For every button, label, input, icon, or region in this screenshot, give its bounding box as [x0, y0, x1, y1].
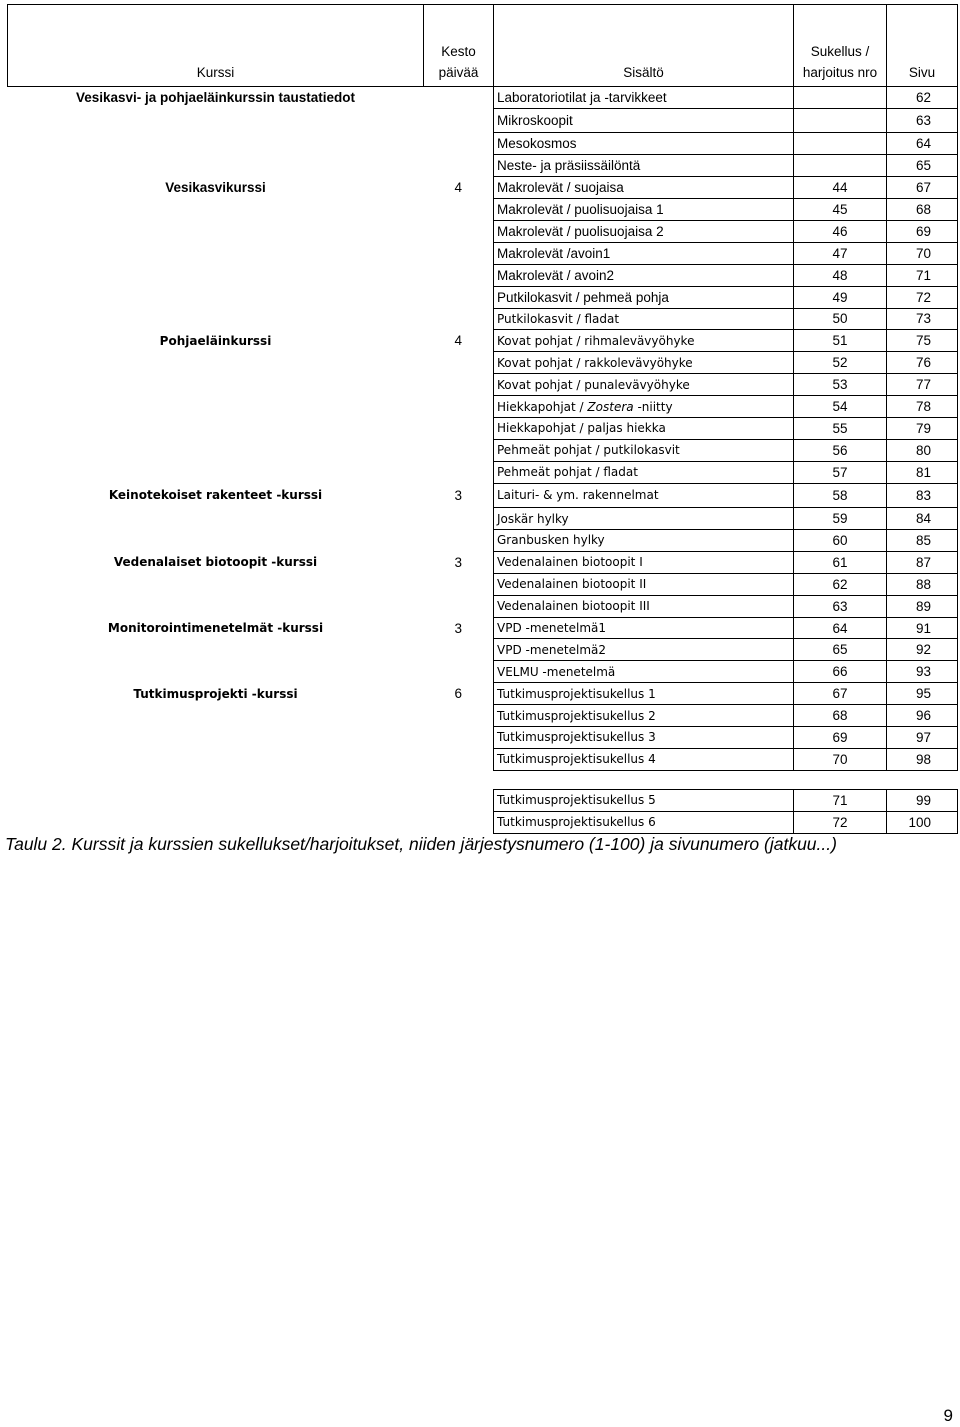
course-name-cell: Tutkimusprojekti -kurssi	[133, 686, 298, 701]
table-row	[8, 461, 958, 483]
dive-number-cell: 55	[794, 417, 887, 439]
dive-number-cell: 45	[794, 199, 887, 221]
page-number-cell: 75	[887, 330, 958, 352]
duration-days-cell	[424, 108, 494, 133]
dive-number-cell: 62	[794, 573, 887, 595]
dive-number-cell	[794, 87, 887, 109]
content-cell: Laituri- & ym. rakennelmat	[494, 483, 794, 508]
header-sivu: Sivu	[887, 5, 958, 87]
dive-number-cell: 60	[794, 530, 887, 552]
content-cell: VELMU -menetelmä	[494, 661, 794, 683]
dive-number-cell: 72	[794, 811, 887, 833]
table-row	[8, 705, 958, 727]
course-name-cell	[8, 727, 424, 749]
duration-days-cell	[424, 530, 494, 552]
dive-number-cell	[794, 133, 887, 155]
table-row	[8, 87, 958, 109]
table-row	[8, 330, 958, 352]
course-name-cell	[8, 639, 424, 661]
table-row	[8, 789, 958, 811]
dive-number-cell: 57	[794, 461, 887, 483]
content-cell: Putkilokasvit / pehmeä pohja	[494, 286, 794, 308]
duration-days-cell	[424, 508, 494, 530]
table-row	[8, 133, 958, 155]
page-number-cell: 99	[887, 789, 958, 811]
course-table	[7, 4, 958, 834]
course-name-cell	[8, 530, 424, 552]
content-cell: VPD -menetelmä2	[494, 639, 794, 661]
page-number-cell: 72	[887, 286, 958, 308]
table-row	[8, 155, 958, 177]
course-name-cell	[8, 286, 424, 308]
header-kesto: Kesto päivää	[424, 5, 494, 87]
content-cell: Pehmeät pohjat / putkilokasvit	[494, 439, 794, 461]
page-number-cell: 97	[887, 727, 958, 749]
table-row	[8, 811, 958, 833]
page-number-cell: 62	[887, 87, 958, 109]
course-name-cell	[8, 789, 424, 811]
course-name-cell	[8, 264, 424, 286]
page-number-cell: 80	[887, 439, 958, 461]
table-row	[8, 683, 958, 705]
content-cell: Hiekkapohjat / paljas hiekka	[494, 417, 794, 439]
dive-number-cell: 68	[794, 705, 887, 727]
course-name-cell	[8, 595, 424, 617]
content-cell: Neste- ja präsiissäilöntä	[494, 155, 794, 177]
duration-days-cell: 3	[454, 620, 462, 636]
dive-number-cell: 53	[794, 374, 887, 396]
table-row	[8, 573, 958, 595]
duration-days-cell	[424, 396, 494, 418]
table-row	[8, 374, 958, 396]
table-caption: Taulu 2. Kurssit ja kurssien sukellukset/harjoitukset, niiden järjestysnumero (1-100) ja sivunumero (jatkuu...)	[5, 834, 837, 854]
page-number-cell: 79	[887, 417, 958, 439]
content-cell: Vedenalainen biotoopit II	[494, 573, 794, 595]
dive-number-cell: 58	[794, 483, 887, 508]
page-number-cell: 81	[887, 461, 958, 483]
content-cell: Makrolevät / puolisuojaisa 1	[494, 199, 794, 221]
page-number-cell: 89	[887, 595, 958, 617]
duration-days-cell: 3	[454, 554, 462, 570]
header-sukellus: Sukellus / harjoitus nro	[794, 5, 887, 87]
table-row	[8, 108, 958, 133]
table-row	[8, 308, 958, 330]
duration-days-cell	[424, 727, 494, 749]
content-cell: Kovat pohjat / rakkolevävyöhyke	[494, 352, 794, 374]
page-number-cell: 65	[887, 155, 958, 177]
page-number-cell: 71	[887, 264, 958, 286]
header-sisalto: Sisältö	[494, 5, 794, 87]
content-cell: Mesokosmos	[494, 133, 794, 155]
dive-number-cell	[794, 108, 887, 133]
duration-days-cell	[424, 374, 494, 396]
table-row	[8, 483, 958, 508]
duration-days-cell	[424, 639, 494, 661]
dive-number-cell: 67	[794, 683, 887, 705]
course-name-cell: Monitorointimenetelmät -kurssi	[107, 621, 324, 636]
content-cell: Vedenalainen biotoopit III	[494, 595, 794, 617]
course-name-cell	[8, 396, 424, 418]
dive-number-cell: 56	[794, 439, 887, 461]
page-number-cell: 68	[887, 199, 958, 221]
header-kurssi: Kurssi	[8, 5, 424, 87]
course-name-cell	[8, 748, 424, 770]
page-number-cell: 73	[887, 308, 958, 330]
dive-number-cell: 52	[794, 352, 887, 374]
course-name-cell: Pohjaeläinkurssi	[159, 333, 272, 348]
content-cell: Joskär hylky	[494, 508, 794, 530]
page-number-cell: 95	[887, 683, 958, 705]
page-number-cell: 98	[887, 748, 958, 770]
duration-days-cell	[424, 439, 494, 461]
content-cell: Makrolevät / avoin2	[494, 264, 794, 286]
content-cell: Kovat pohjat / punalevävyöhyke	[494, 374, 794, 396]
content-cell: Makrolevät / puolisuojaisa 2	[494, 220, 794, 242]
page-number-cell: 70	[887, 242, 958, 264]
page-number-cell: 88	[887, 573, 958, 595]
dive-number-cell: 49	[794, 286, 887, 308]
duration-days-cell	[424, 705, 494, 727]
content-cell: Laboratoriotilat ja -tarvikkeet	[494, 87, 794, 109]
page-number-cell: 92	[887, 639, 958, 661]
page-number-cell: 64	[887, 133, 958, 155]
course-name-cell	[8, 133, 424, 155]
page-number-cell: 76	[887, 352, 958, 374]
course-name-cell: Vedenalaiset biotoopit -kurssi	[113, 555, 318, 570]
table-row	[8, 617, 958, 639]
duration-days-cell: 6	[454, 686, 462, 702]
course-name-cell	[8, 417, 424, 439]
dive-number-cell: 66	[794, 661, 887, 683]
page-number: 9	[943, 1406, 953, 1425]
duration-days-cell	[424, 417, 494, 439]
dive-number-cell: 61	[794, 551, 887, 573]
content-cell: Tutkimusprojektisukellus 2	[494, 705, 794, 727]
page-number-cell: 91	[887, 617, 958, 639]
duration-days-cell	[424, 461, 494, 483]
duration-days-cell	[424, 286, 494, 308]
table-row	[8, 220, 958, 242]
content-cell: Kovat pohjat / rihmalevävyöhyke	[494, 330, 794, 352]
table-row	[8, 595, 958, 617]
table-row	[8, 264, 958, 286]
table-row	[8, 727, 958, 749]
dive-number-cell: 59	[794, 508, 887, 530]
table-row	[8, 661, 958, 683]
content-cell: Makrolevät / suojaisa	[494, 177, 794, 199]
course-name-cell	[8, 220, 424, 242]
page-number-cell: 96	[887, 705, 958, 727]
course-name-cell	[8, 308, 424, 330]
table-header-row	[8, 5, 958, 87]
course-name-cell	[8, 439, 424, 461]
dive-number-cell	[794, 155, 887, 177]
course-name-cell: Keinotekoiset rakenteet -kurssi	[108, 488, 323, 503]
table-row	[8, 199, 958, 221]
table-row	[8, 177, 958, 199]
dive-number-cell: 50	[794, 308, 887, 330]
course-name-cell	[8, 374, 424, 396]
page-number-cell: 100	[887, 811, 958, 833]
dive-number-cell: 44	[794, 177, 887, 199]
course-name-cell	[8, 811, 424, 833]
content-cell: Tutkimusprojektisukellus 4	[494, 748, 794, 770]
table-row	[8, 639, 958, 661]
table-row	[8, 417, 958, 439]
page-number-cell: 67	[887, 177, 958, 199]
content-cell: Mikroskoopit	[494, 108, 794, 133]
content-cell: Tutkimusprojektisukellus 1	[494, 683, 794, 705]
course-name-cell	[8, 508, 424, 530]
table-row	[8, 439, 958, 461]
dive-number-cell: 65	[794, 639, 887, 661]
content-cell: Hiekkapohjat / Zostera -niitty	[494, 396, 794, 418]
dive-number-cell: 46	[794, 220, 887, 242]
course-name-cell	[8, 108, 424, 133]
dive-number-cell: 64	[794, 617, 887, 639]
dive-number-cell: 47	[794, 242, 887, 264]
duration-days-cell: 3	[454, 487, 462, 503]
course-name-cell	[8, 155, 424, 177]
course-name-cell: Vesikasvi- ja pohjaeläinkurssin taustatiedot	[75, 90, 356, 106]
duration-days-cell	[424, 220, 494, 242]
duration-days-cell	[424, 789, 494, 811]
duration-days-cell: 4	[454, 333, 462, 349]
table-row	[8, 551, 958, 573]
content-cell: Granbusken hylky	[494, 530, 794, 552]
content-cell: Tutkimusprojektisukellus 5	[494, 789, 794, 811]
duration-days-cell	[424, 308, 494, 330]
table-row	[8, 748, 958, 770]
page-number-cell: 63	[887, 108, 958, 133]
duration-days-cell	[424, 199, 494, 221]
duration-days-cell	[424, 811, 494, 833]
dive-number-cell: 71	[794, 789, 887, 811]
table-row	[8, 286, 958, 308]
page-number-cell: 93	[887, 661, 958, 683]
duration-days-cell	[424, 133, 494, 155]
duration-days-cell	[424, 352, 494, 374]
page-number-cell: 77	[887, 374, 958, 396]
duration-days-cell	[424, 87, 494, 109]
dive-number-cell: 63	[794, 595, 887, 617]
page-number-cell: 83	[887, 483, 958, 508]
duration-days-cell	[424, 573, 494, 595]
page-number-cell: 69	[887, 220, 958, 242]
dive-number-cell: 54	[794, 396, 887, 418]
course-name-cell	[8, 661, 424, 683]
course-name-cell	[8, 461, 424, 483]
table-row	[8, 242, 958, 264]
dive-number-cell: 51	[794, 330, 887, 352]
table-row	[8, 508, 958, 530]
content-cell: Tutkimusprojektisukellus 3	[494, 727, 794, 749]
course-name-cell	[8, 352, 424, 374]
table-row	[8, 352, 958, 374]
table-row	[8, 530, 958, 552]
dive-number-cell: 69	[794, 727, 887, 749]
table-body	[8, 87, 958, 834]
course-name-cell: Vesikasvikurssi	[165, 180, 266, 196]
course-name-cell	[8, 199, 424, 221]
duration-days-cell	[424, 748, 494, 770]
duration-days-cell	[424, 264, 494, 286]
duration-days-cell	[424, 155, 494, 177]
course-name-cell	[8, 705, 424, 727]
page-number-cell: 78	[887, 396, 958, 418]
content-cell: Pehmeät pohjat / fladat	[494, 461, 794, 483]
content-cell: VPD -menetelmä1	[494, 617, 794, 639]
dive-number-cell: 70	[794, 748, 887, 770]
table-row	[8, 396, 958, 418]
duration-days-cell	[424, 595, 494, 617]
page-number-cell: 85	[887, 530, 958, 552]
duration-days-cell	[424, 242, 494, 264]
duration-days-cell: 4	[454, 180, 462, 196]
duration-days-cell	[424, 661, 494, 683]
page-number-cell: 84	[887, 508, 958, 530]
course-name-cell	[8, 573, 424, 595]
content-cell: Putkilokasvit / fladat	[494, 308, 794, 330]
content-cell: Makrolevät /avoin1	[494, 242, 794, 264]
page-number-cell: 87	[887, 551, 958, 573]
content-cell: Vedenalainen biotoopit I	[494, 551, 794, 573]
content-cell: Tutkimusprojektisukellus 6	[494, 811, 794, 833]
spacer-row	[8, 770, 958, 789]
dive-number-cell: 48	[794, 264, 887, 286]
course-name-cell	[8, 242, 424, 264]
